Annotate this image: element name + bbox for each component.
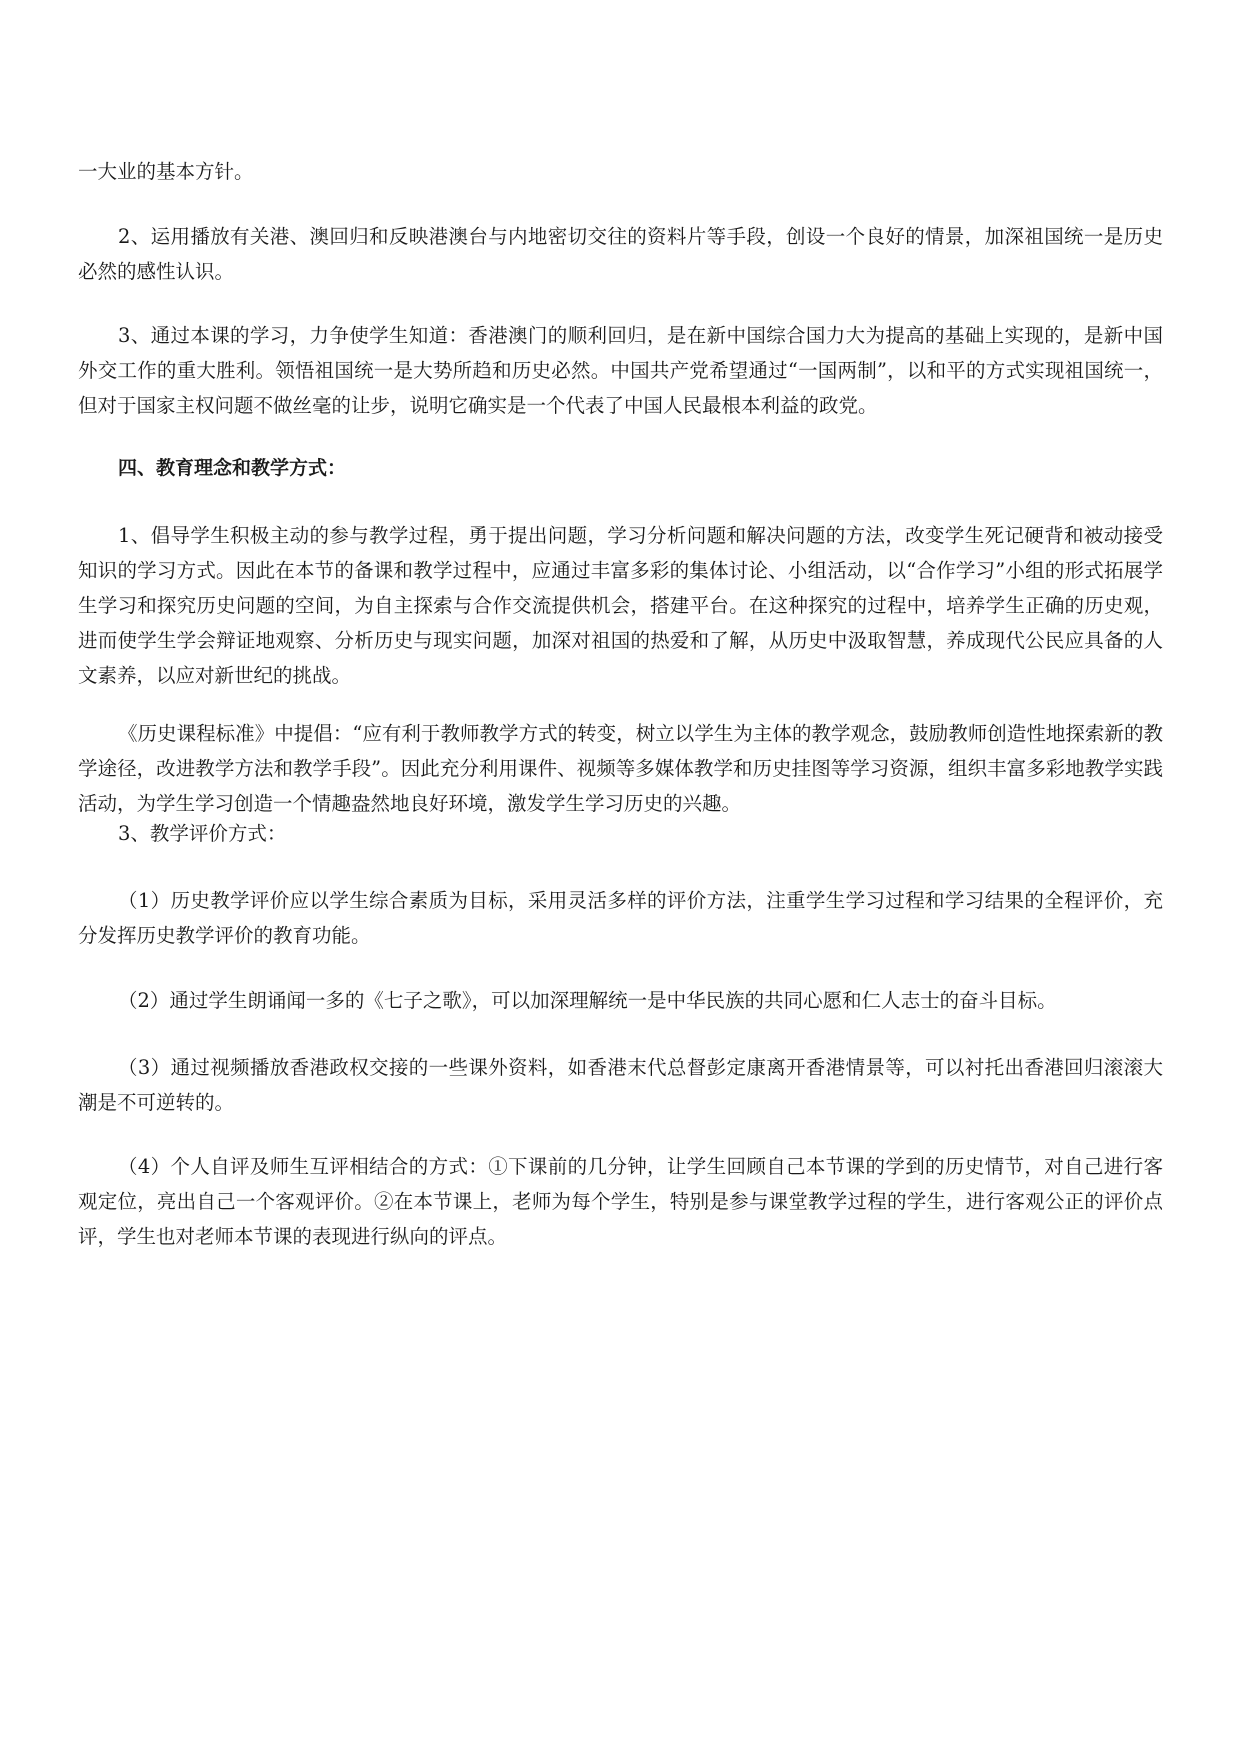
paragraph-evaluation-heading: 3、教学评价方式：	[118, 822, 287, 845]
paragraph-concept-1: 1、倡导学生积极主动的参与教学过程，勇于提出问题，学习分析问题和解决问题的方法，改变学生死记硬背和被动接受知识的学习方式。因此在本节的备课和教学过程中，应通过丰富多彩的集体讨论、小组活动，以“合作学习”小组的形式拓展学生学习和探究历史问题的空间，为自主探索与合作交流提供机会，搭建平台。在这种探究的过程中，培养学生正确的历史观，进而使学生学会辩证地观察、分析历史与现实问题，加深对祖国的热爱和了解，从历史中汲取智慧，养成现代公民应具备的人文素养，以应对新世纪的挑战。	[78, 524, 1163, 687]
paragraph-evaluation-4: （4）个人自评及师生互评相结合的方式：①下课前的几分钟，让学生回顾自己本节课的学到的历史情节，对自己进行客观定位，亮出自己一个客观评价。②在本节课上，老师为每个学生，特别是参与课堂教学过程的学生，进行客观公正的评价点评，学生也对老师本节课的表现进行纵向的评点。	[78, 1155, 1163, 1248]
paragraph-evaluation-1: （1）历史教学评价应以学生综合素质为目标，采用灵活多样的评价方法，注重学生学习过程和学习结果的全程评价，充分发挥历史教学评价的教育功能。	[78, 889, 1163, 947]
paragraph-objective-3: 3、通过本课的学习，力争使学生知道：香港澳门的顺利回归，是在新中国综合国力大为提高的基础上实现的，是新中国外交工作的重大胜利。领悟祖国统一是大势所趋和历史必然。中国共产党希望通过“一国两制”，以和平的方式实现祖国统一，但对于国家主权问题不做丝毫的让步，说明它确实是一个代表了中国人民最根本利益的政党。	[78, 324, 1163, 417]
paragraph-evaluation-2: （2）通过学生朗诵闻一多的《七子之歌》，可以加深理解统一是中华民族的共同心愿和仁人志士的奋斗目标。	[118, 989, 1057, 1012]
paragraph-curriculum-standard: 《历史课程标准》中提倡：“应有利于教师教学方式的转变，树立以学生为主体的教学观念，鼓励教师创造性地探索新的教学途径，改进教学方法和教学手段”。因此充分利用课件、视频等多媒体教学和历史挂图等学习资源，组织丰富多彩地教学实践活动，为学生学习创造一个情趣盎然地良好环境，激发学生学习历史的兴趣。	[78, 722, 1163, 815]
paragraph-continuation: 一大业的基本方针。	[78, 160, 254, 183]
paragraph-evaluation-3: （3）通过视频播放香港政权交接的一些课外资料，如香港末代总督彭定康离开香港情景等，可以衬托出香港回归滚滚大潮是不可逆转的。	[78, 1056, 1163, 1114]
paragraph-objective-2: 2、运用播放有关港、澳回归和反映港澳台与内地密切交往的资料片等手段，创设一个良好的情景，加深祖国统一是历史必然的感性认识。	[78, 225, 1163, 283]
section-heading-4: 四、教育理念和教学方式：	[118, 457, 347, 479]
